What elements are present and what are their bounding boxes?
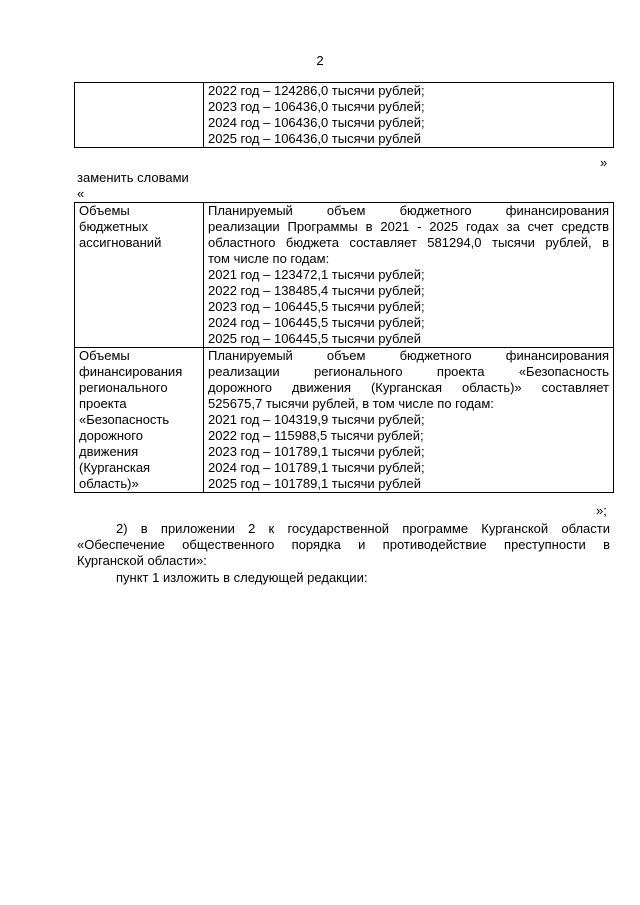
paragraph-line: 2) в приложении 2 к государственной программе Курганской области <box>116 521 610 536</box>
label-line: (Курганская <box>79 460 151 475</box>
text-line: Планируемый объем бюджетного финансирования <box>208 203 609 218</box>
text-line: Планируемый объем бюджетного финансирования <box>208 348 609 363</box>
label-line: ассигнований <box>79 235 162 250</box>
year-line: 2023 год – 101789,1 тысячи рублей; <box>208 444 425 459</box>
label-line: бюджетных <box>79 219 148 234</box>
table-cell-label <box>75 348 204 493</box>
year-line: 2022 год – 138485,4 тысячи рублей; <box>208 283 425 298</box>
paragraph-item-1: пункт 1 изложить в следующей редакции: <box>116 570 368 585</box>
year-line: 2025 год – 106436,0 тысячи рублей <box>208 131 421 146</box>
text-line: 525675,7 тысячи рублей, в том числе по годам: <box>208 396 494 411</box>
label-line: регионального <box>79 380 168 395</box>
year-line: 2024 год – 106436,0 тысячи рублей; <box>208 115 425 130</box>
table-cell-value <box>204 203 614 348</box>
text-line: дорожного движения (Курганская область)» составляет <box>208 380 609 395</box>
text-line: том числе по годам: <box>208 251 330 266</box>
budget-table-old <box>74 82 614 148</box>
paragraph-appendix-2 <box>77 521 610 569</box>
page-number: 2 <box>316 53 324 68</box>
closing-quote: » <box>600 155 608 170</box>
year-line: 2021 год – 104319,9 тысячи рублей; <box>208 412 425 427</box>
year-line: 2021 год – 123472,1 тысячи рублей; <box>208 267 425 282</box>
paragraph-line: Курганской области»: <box>77 553 207 568</box>
year-line: 2024 год – 106445,5 тысячи рублей; <box>208 315 425 330</box>
replace-words-text: заменить словами <box>77 170 189 185</box>
year-line: 2025 год – 101789,1 тысячи рублей <box>208 476 421 491</box>
label-line: проекта <box>79 396 127 411</box>
table-row <box>75 203 614 348</box>
label-line: финансирования <box>79 364 183 379</box>
closing-quote-semicolon: »; <box>596 503 607 518</box>
label-line: область)» <box>79 476 139 491</box>
text-line: реализации регионального проекта «Безопасность <box>208 364 609 379</box>
year-line: 2024 год – 101789,1 тысячи рублей; <box>208 460 425 475</box>
year-line: 2025 год – 106445,5 тысячи рублей <box>208 331 421 346</box>
label-line: Объемы <box>79 203 130 218</box>
label-line: Объемы <box>79 348 130 363</box>
label-line: движения <box>79 444 139 459</box>
table-row <box>75 348 614 493</box>
label-line: дорожного <box>79 428 143 443</box>
label-line: «Безопасность <box>79 412 170 427</box>
year-line: 2022 год – 115988,5 тысячи рублей; <box>208 428 424 443</box>
year-line: 2023 год – 106445,5 тысячи рублей; <box>208 299 425 314</box>
year-line: 2023 год – 106436,0 тысячи рублей; <box>208 99 425 114</box>
table-cell-label <box>75 83 204 148</box>
budget-table-new <box>74 202 614 493</box>
table-cell-value <box>204 348 614 493</box>
text-line: областного бюджета составляет 581294,0 тысячи рублей, в <box>208 235 609 250</box>
table-cell-label <box>75 203 204 348</box>
text-line: реализации Программы в 2021 - 2025 годах за счет средств <box>208 219 609 234</box>
year-line: 2022 год – 124286,0 тысячи рублей; <box>208 83 425 98</box>
table-row <box>75 83 614 148</box>
paragraph-line: «Обеспечение общественного порядка и противодействие преступности в <box>77 537 610 552</box>
opening-quote: « <box>77 186 85 201</box>
table-cell-value <box>204 83 614 148</box>
